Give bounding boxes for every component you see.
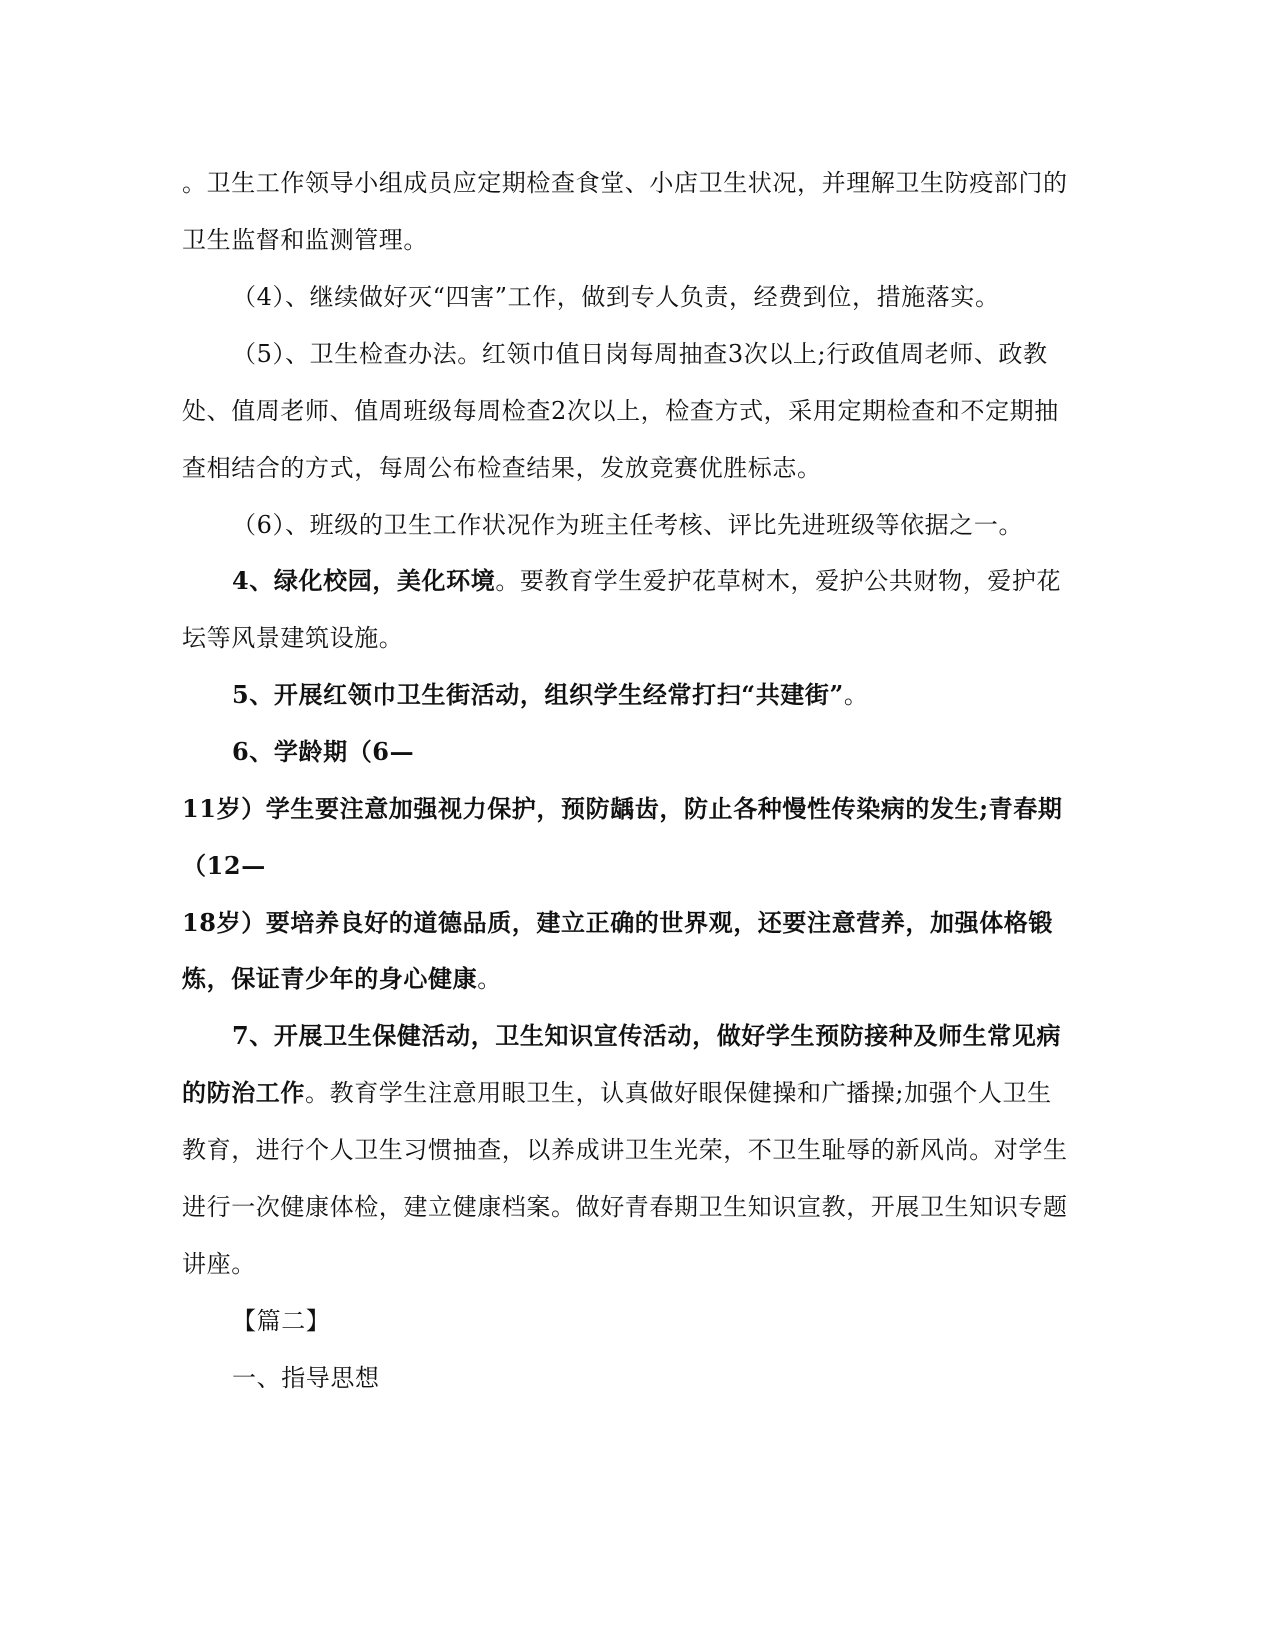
item-7-heading: 7、开展卫生保健活动，卫生知识宣传活动，做好学生预防接种及师生常见病 — [232, 1021, 1062, 1050]
paragraph-line: 进行一次健康体检，建立健康档案。做好青春期卫生知识宣教，开展卫生知识专题 — [182, 1193, 1068, 1221]
paragraph-line: 坛等风景建筑设施。 — [182, 624, 404, 652]
section-heading: 【篇二】 — [232, 1307, 331, 1335]
paragraph-line: 处、值周老师、值周班级每周检查2次以上，检查方式，采用定期检查和不定期抽 — [182, 397, 1059, 425]
item-6-heading: 6、学龄期（6— — [232, 737, 415, 766]
item-6-line: 11岁）学生要注意加强视力保护，预防龋齿，防止各种慢性传染病的发生;青春期 — [182, 794, 1063, 823]
paragraph-line: 。卫生工作领导小组成员应定期检查食堂、小店卫生状况，并理解卫生防疫部门的 — [182, 169, 1068, 197]
item-4-text: 。要教育学生爱护花草树木，爱护公共财物，爱护花 — [495, 567, 1062, 595]
paragraph-line: 讲座。 — [182, 1250, 256, 1278]
list-item-6: （6）、班级的卫生工作状况作为班主任考核、评比先进班级等依据之一。 — [232, 511, 1024, 539]
item-6-bold: 炼，保证青少年的身心健康 — [182, 964, 478, 993]
list-item-4: （4）、继续做好灭“四害”工作，做到专人负责，经费到位，措施落实。 — [232, 283, 1000, 311]
paragraph-line: 教育，进行个人卫生习惯抽查，以养成讲卫生光荣，不卫生耻辱的新风尚。对学生 — [182, 1136, 1068, 1164]
item-6-last-line — [182, 964, 502, 994]
item-5-text: 。 — [843, 681, 869, 709]
item-6-line: 18岁）要培养良好的道德品质，建立正确的世界观，还要注意营养，加强体格锻 — [182, 908, 1053, 937]
item-5-bold: 5、开展红领巾卫生街活动，组织学生经常打扫“共建街” — [232, 680, 844, 709]
sub-heading: 一、指导思想 — [232, 1364, 380, 1392]
list-item-5: （5）、卫生检查办法。红领巾值日岗每周抽查3次以上;行政值周老师、政教 — [232, 340, 1048, 368]
item-6-line: （12— — [182, 851, 266, 880]
item-7-text: 。教育学生注意用眼卫生，认真做好眼保健操和广播操;加强个人卫生 — [305, 1079, 1052, 1107]
item-6-end: 。 — [477, 965, 502, 993]
item-7-line — [182, 1078, 1052, 1108]
item-7-bold: 的防治工作 — [182, 1078, 305, 1107]
item-5-heading — [232, 680, 869, 710]
item-4-heading — [232, 566, 1061, 596]
item-4-bold: 4、绿化校园，美化环境 — [232, 566, 496, 595]
paragraph-line: 卫生监督和监测管理。 — [182, 226, 428, 254]
paragraph-line: 查相结合的方式，每周公布检查结果，发放竞赛优胜标志。 — [182, 454, 822, 482]
